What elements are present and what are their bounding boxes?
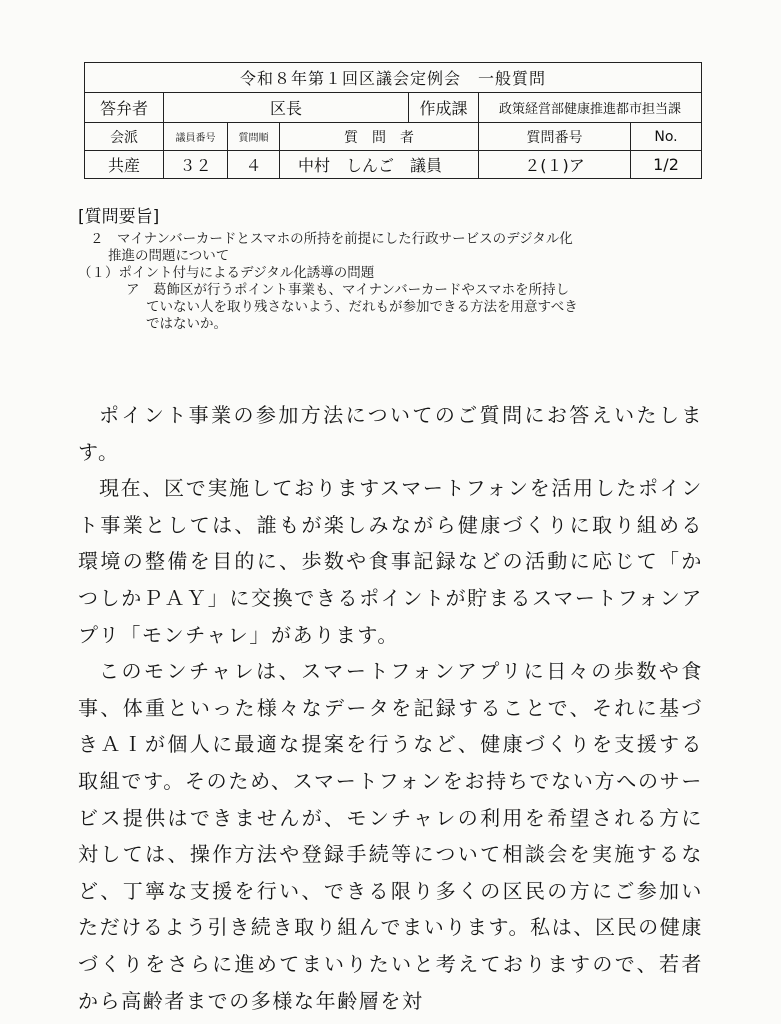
faction-label: 会派 [85, 123, 164, 151]
summary-item-a-cont-2: ではないか。 [146, 316, 227, 332]
summary-item-2: ２ マイナンバーカードとスマホの所持を前提にした行政サービスのデジタル化 [90, 231, 573, 247]
question-header-table [84, 62, 702, 179]
summary-item-a: ア 葛飾区が行うポイント事業も、マイナンバーカードやスマホを所持し [126, 282, 570, 298]
answer-paragraph-1: ポイント事業の参加方法についてのご質問にお答えいたします。 [78, 403, 703, 464]
summary-item-a-cont-1: ていない人を取り残さないよう、だれもが参加できる方法を用意すべき [146, 299, 578, 315]
question-order-label: 質問順 [228, 123, 280, 151]
question-order-value: ４ [228, 151, 280, 179]
question-number-label: 質問番号 [479, 123, 631, 151]
respondent-value: 区長 [164, 93, 409, 123]
questioner-label: 質 問 者 [280, 123, 479, 151]
question-summary [78, 206, 708, 333]
author-dept-value: 政策経営部健康推進都市担当課 [479, 93, 702, 123]
summary-heading: [質問要旨] [78, 207, 160, 227]
author-dept-label: 作成課 [409, 93, 479, 123]
member-number-label: 議員番号 [164, 123, 228, 151]
member-number-value: ３２ [164, 151, 228, 179]
answer-paragraph-3: このモンチャレは、スマートフォンアプリに日々の歩数や食事、体重といった様々なデータを記録することで、それに基づきＡＩが個人に最適な提案を行うなど、健康づくりを支援する取組です。そのため、スマートフォンをお持ちでない方へのサービス提供はできませんが、モンチャレの利用を希望される方に対しては、操作方法や登録手続等について相談会を実施するなど、丁寧な支援を行い、できる限り多くの区民の方にご参加いただけるよう引き続き取り組んでまいります。私は、区民の健康づくりをさらに進めてまいりたいと考えておりますので、若者から高齢者までの多様な年齢層を対 [78, 659, 703, 1013]
page-value: 1/2 [631, 151, 702, 179]
question-number-value: ２(１)ア [479, 151, 631, 179]
respondent-label: 答弁者 [85, 93, 164, 123]
answer-paragraph-2: 現在、区で実施しておりますスマートフォンを活用したポイント事業としては、誰もが楽しみながら健康づくりに取り組める環境の整備を目的に、歩数や食事記録などの活動に応じて「かつしかＰＡＹ」に交換できるポイントが貯まるスマートフォンアプリ「モンチャレ」があります。 [78, 476, 703, 647]
answer-body [78, 397, 703, 1019]
summary-item-1: （１）ポイント付与によるデジタル化誘導の問題 [78, 265, 375, 281]
faction-value: 共産 [85, 151, 164, 179]
meeting-title: 令和８年第１回区議会定例会 一般質問 [85, 63, 702, 93]
questioner-value: 中村 しんご 議員 [280, 151, 479, 179]
page-label: No. [631, 123, 702, 151]
summary-item-2-cont: 推進の問題について [108, 248, 230, 264]
